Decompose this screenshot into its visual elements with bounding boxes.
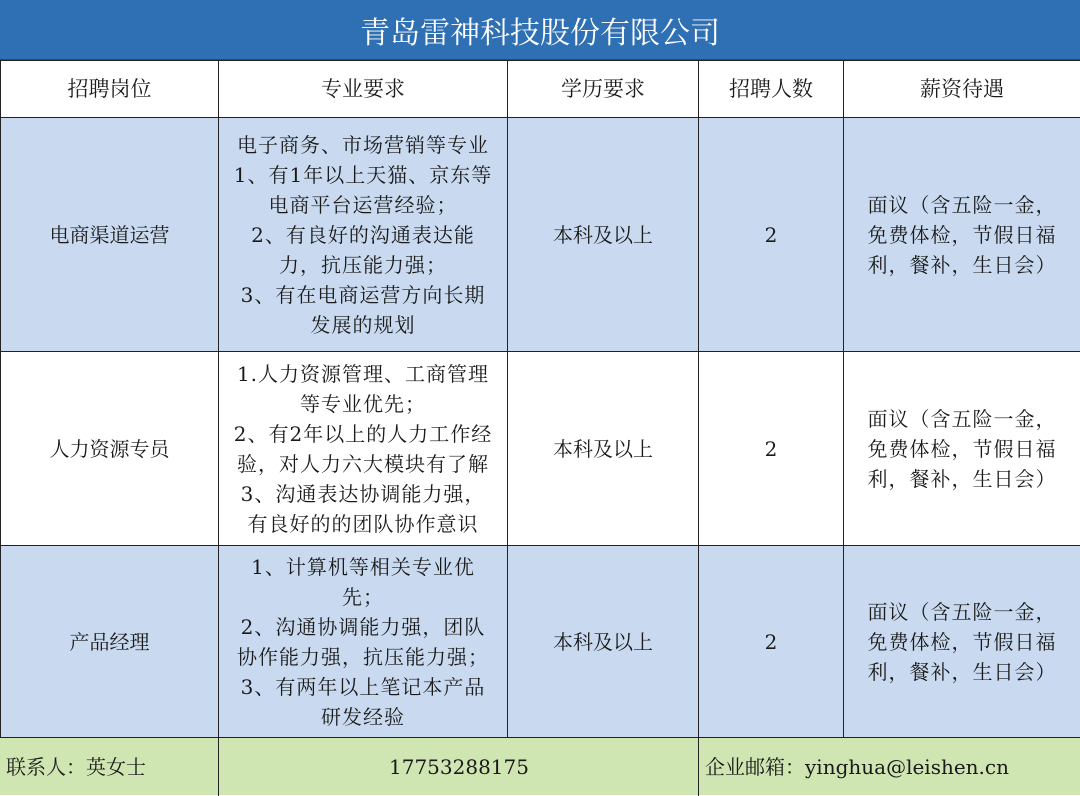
- contact-phone: 17753288175: [218, 738, 699, 796]
- recruitment-table: [0, 60, 1080, 738]
- requirement-line: 发展的规划: [219, 310, 507, 340]
- requirements-cell: [219, 546, 508, 738]
- table-row: [1, 546, 1080, 738]
- requirement-line: 3、有两年以上笔记本产品: [219, 672, 507, 702]
- salary-cell: [844, 546, 1080, 738]
- contact-person: 联系人：英女士: [6, 738, 146, 796]
- requirement-line: 3、有在电商运营方向长期: [219, 280, 507, 310]
- position-cell: 电商渠道运营: [1, 118, 219, 352]
- header-education: 学历要求: [508, 61, 699, 118]
- salary-cell: [844, 352, 1080, 546]
- requirement-line: 2、有良好的沟通表达能: [219, 220, 507, 250]
- requirement-line: 协作能力强，抗压能力强；: [219, 642, 507, 672]
- salary-cell: [844, 118, 1080, 352]
- requirement-line: 先；: [219, 582, 507, 612]
- salary-line: 利，餐补，生日会）: [844, 464, 1080, 494]
- education-cell: 本科及以上: [508, 546, 699, 738]
- count-cell: 2: [699, 352, 844, 546]
- requirement-line: 电商平台运营经验；: [219, 190, 507, 220]
- salary-line: 免费体检，节假日福: [844, 434, 1080, 464]
- salary-line: 面议（含五险一金，: [844, 597, 1080, 627]
- requirement-line: 1、有1年以上天猫、京东等: [219, 160, 507, 190]
- requirement-line: 验，对人力六大模块有了解: [219, 449, 507, 479]
- education-cell: 本科及以上: [508, 118, 699, 352]
- requirement-line: 等专业优先；: [219, 389, 507, 419]
- position-cell: 人力资源专员: [1, 352, 219, 546]
- requirements-cell: [219, 352, 508, 546]
- requirement-line: 力，抗压能力强；: [219, 250, 507, 280]
- count-cell: 2: [699, 546, 844, 738]
- requirement-line: 1、计算机等相关专业优: [219, 552, 507, 582]
- table-row: [1, 118, 1080, 352]
- header-row: [1, 61, 1080, 118]
- company-title: 青岛雷神科技股份有限公司: [0, 0, 1080, 60]
- count-cell: 2: [699, 118, 844, 352]
- requirement-line: 3、沟通表达协调能力强，: [219, 479, 507, 509]
- salary-line: 免费体检，节假日福: [844, 220, 1080, 250]
- requirement-line: 2、有2年以上的人力工作经: [219, 419, 507, 449]
- education-cell: 本科及以上: [508, 352, 699, 546]
- salary-line: 利，餐补，生日会）: [844, 657, 1080, 687]
- requirement-line: 电子商务、市场营销等专业: [219, 130, 507, 160]
- requirement-line: 有良好的的团队协作意识: [219, 509, 507, 539]
- requirements-cell: [219, 118, 508, 352]
- contact-footer: [0, 737, 1080, 795]
- table-row: [1, 352, 1080, 546]
- salary-line: 利，餐补，生日会）: [844, 250, 1080, 280]
- salary-line: 免费体检，节假日福: [844, 627, 1080, 657]
- header-count: 招聘人数: [699, 61, 844, 118]
- position-cell: 产品经理: [1, 546, 219, 738]
- salary-line: 面议（含五险一金，: [844, 404, 1080, 434]
- requirement-line: 研发经验: [219, 702, 507, 732]
- header-position: 招聘岗位: [1, 61, 219, 118]
- salary-line: 面议（含五险一金，: [844, 190, 1080, 220]
- requirement-line: 2、沟通协调能力强，团队: [219, 612, 507, 642]
- header-requirements: 专业要求: [219, 61, 508, 118]
- requirement-line: 1.人力资源管理、工商管理: [219, 359, 507, 389]
- header-salary: 薪资待遇: [844, 61, 1080, 118]
- contact-email: 企业邮箱：yinghua@leishen.cn: [698, 738, 1080, 796]
